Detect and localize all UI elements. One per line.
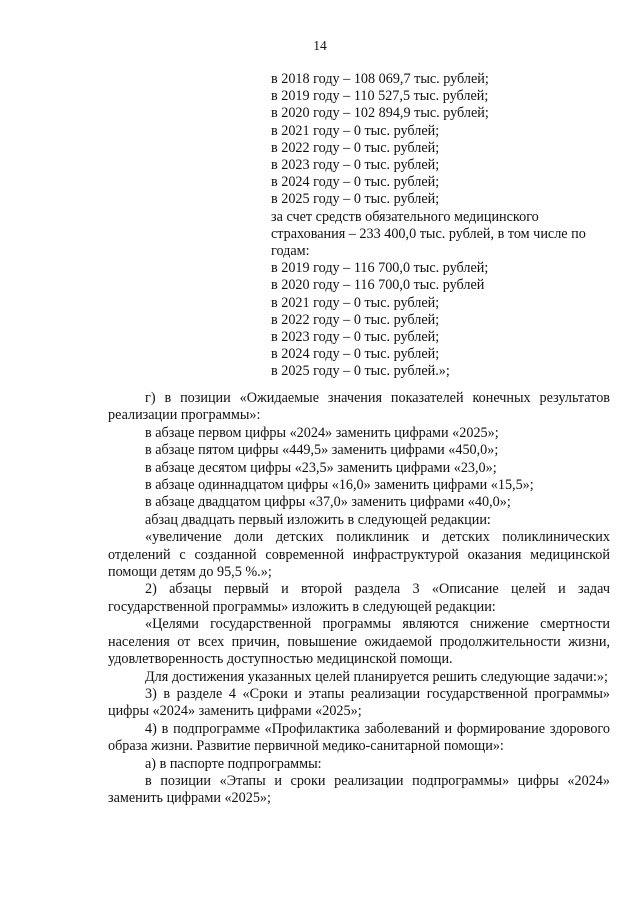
funding-line: в 2019 году – 110 527,5 тыс. рублей; (271, 88, 489, 105)
paragraph: в позиции «Этапы и сроки реализации подпрограммы» цифры «2024» заменить цифрами «2025»; (108, 772, 610, 807)
funding-line: в 2019 году – 116 700,0 тыс. рублей; (271, 260, 489, 277)
funding-line: в 2021 году – 0 тыс. рублей; (271, 294, 440, 311)
paragraph: 3) в разделе 4 «Сроки и этапы реализации государственной программы» цифры «2024» заменить цифрами «2025»; (108, 685, 610, 720)
paragraph: а) в паспорте подпрограммы: (145, 755, 322, 772)
funding-line: за счет средств обязательного медицинского (271, 208, 539, 225)
funding-line: в 2022 году – 0 тыс. рублей; (271, 139, 440, 156)
funding-line: в 2020 году – 102 894,9 тыс. рублей; (271, 105, 489, 122)
paragraph: в абзаце двадцатом цифры «37,0» заменить цифрами «40,0»; (145, 494, 511, 511)
funding-line: в 2020 году – 116 700,0 тыс. рублей (271, 277, 485, 294)
paragraph: г) в позиции «Ожидаемые значения показателей конечных результатов реализации программы»: (108, 390, 610, 424)
document-body (108, 390, 610, 808)
funding-line: в 2024 году – 0 тыс. рублей; (271, 174, 440, 191)
paragraph: «увеличение доли детских поликлиник и детских поликлинических отделений с созданной современной инфраструктурой оказания медицинской помощи детям до 95,5 %.»; (108, 529, 610, 581)
paragraph: Для достижения указанных целей планируется решить следующие задачи:»; (145, 668, 608, 685)
paragraph: 4) в подпрограмме «Профилактика заболеваний и формирование здорового образа жизни. Развитие первичной медико-санитарной помощи»: (108, 720, 610, 755)
page-number: 14 (313, 38, 327, 53)
funding-line: в 2022 году – 0 тыс. рублей; (271, 311, 440, 328)
funding-line: в 2023 году – 0 тыс. рублей; (271, 157, 440, 174)
funding-line: в 2024 году – 0 тыс. рублей; (271, 346, 440, 363)
funding-line: в 2023 году – 0 тыс. рублей; (271, 329, 440, 346)
paragraph: абзац двадцать первый изложить в следующей редакции: (145, 511, 491, 528)
funding-line: страхования – 233 400,0 тыс. рублей, в том числе по (271, 225, 586, 242)
paragraph: в абзаце пятом цифры «449,5» заменить цифрами «450,0»; (145, 442, 499, 459)
funding-line: в 2025 году – 0 тыс. рублей; (271, 191, 440, 208)
paragraph: в абзаце первом цифры «2024» заменить цифрами «2025»; (145, 424, 499, 441)
paragraph: 2) абзацы первый и второй раздела 3 «Описание целей и задач государственной программы» изложить в следующей редакции: (108, 581, 610, 615)
funding-schedule (271, 71, 611, 381)
paragraph: в абзаце одиннадцатом цифры «16,0» заменить цифрами «15,5»; (145, 477, 534, 494)
funding-line: в 2025 году – 0 тыс. рублей.»; (271, 363, 450, 380)
funding-line: годам: (271, 243, 310, 260)
funding-line: в 2021 году – 0 тыс. рублей; (271, 122, 440, 139)
funding-line: в 2018 году – 108 069,7 тыс. рублей; (271, 71, 489, 87)
paragraph: в абзаце десятом цифры «23,5» заменить цифрами «23,0»; (145, 459, 497, 476)
paragraph: «Целями государственной программы являются снижение смертности населения от всех причин, повышение ожидаемой продолжительности жизни, удовлетворенность доступностью медицинской помощи. (108, 616, 610, 668)
